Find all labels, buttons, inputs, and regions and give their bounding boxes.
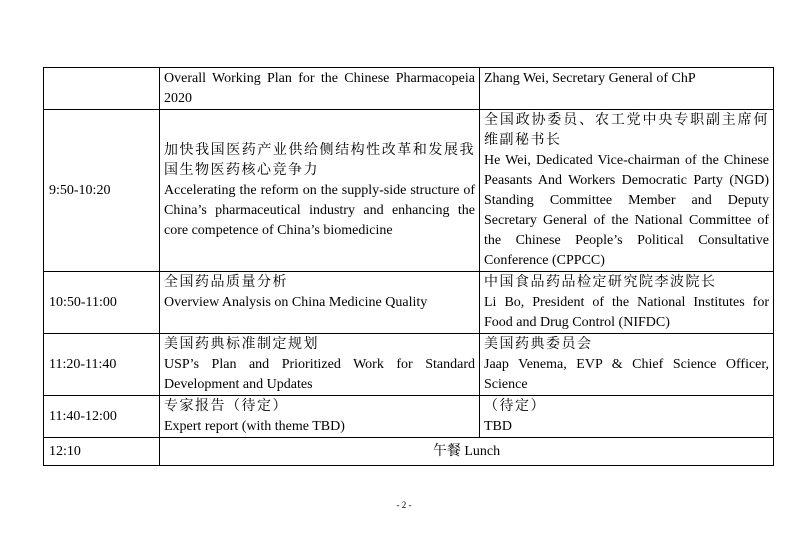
speaker-zh: 中国食品药品检定研究院李波院长 [484, 275, 717, 290]
topic-cell [160, 396, 480, 438]
speaker-en: Jaap Venema, EVP & Chief Science Officer, Science [484, 357, 769, 392]
topic-cell [160, 110, 480, 272]
time-cell: 9:50-10:20 [44, 110, 160, 272]
speaker-cell [480, 272, 774, 334]
agenda-row-supply-side-reform [44, 110, 774, 272]
agenda-row-expert-report [44, 396, 774, 438]
speaker-cell [480, 334, 774, 396]
agenda-row-medicine-quality [44, 272, 774, 334]
speaker-zh: 美国药典委员会 [484, 337, 593, 352]
topic-zh: 全国药品质量分析 [164, 275, 288, 290]
speaker-en: Zhang Wei, Secretary General of ChP [484, 71, 696, 86]
topic-en: Overall Working Plan for the Chinese Pharmacopeia 2020 [164, 71, 475, 106]
speaker-en: He Wei, Dedicated Vice-chairman of the Chinese Peasants And Workers Democratic Party (NGD) Standing Committee Member and Deputy Secretary General of the National Committee of the Chinese People’s Political Consultative Conference (CPPCC) [484, 153, 769, 268]
time-cell: 11:20-11:40 [44, 334, 160, 396]
time-cell [44, 68, 160, 110]
speaker-en: Li Bo, President of the National Institutes for Food and Drug Control (NIFDC) [484, 295, 769, 330]
speaker-zh: 全国政协委员、农工党中央专职副主席何维副秘书长 [484, 113, 769, 148]
speaker-cell [480, 110, 774, 272]
speaker-cell [480, 68, 774, 110]
agenda-table [43, 67, 774, 466]
speaker-zh: （待定） [484, 399, 546, 414]
agenda-row-usp-plan [44, 334, 774, 396]
speaker-en: TBD [484, 419, 512, 434]
topic-en: Accelerating the reform on the supply-side structure of China’s pharmaceutical industry and enhancing the core competence of China’s biomedicine [164, 183, 475, 238]
topic-cell [160, 272, 480, 334]
lunch-label: 午餐 Lunch [160, 438, 774, 466]
topic-en: Overview Analysis on China Medicine Quality [164, 295, 428, 310]
topic-en: USP’s Plan and Prioritized Work for Standard Development and Updates [164, 357, 475, 392]
time-cell: 10:50-11:00 [44, 272, 160, 334]
agenda-row-working-plan [44, 68, 774, 110]
speaker-cell [480, 396, 774, 438]
topic-zh: 美国药典标准制定规划 [164, 337, 319, 352]
time-cell: 12:10 [44, 438, 160, 466]
time-cell: 11:40-12:00 [44, 396, 160, 438]
topic-zh: 专家报告（待定） [164, 399, 288, 414]
topic-cell [160, 68, 480, 110]
topic-zh: 加快我国医药产业供给侧结构性改革和发展我国生物医药核心竞争力 [164, 143, 475, 178]
page-number: - 2 - [396, 500, 412, 510]
agenda-row-lunch [44, 438, 774, 466]
topic-cell [160, 334, 480, 396]
topic-en: Expert report (with theme TBD) [164, 419, 345, 434]
